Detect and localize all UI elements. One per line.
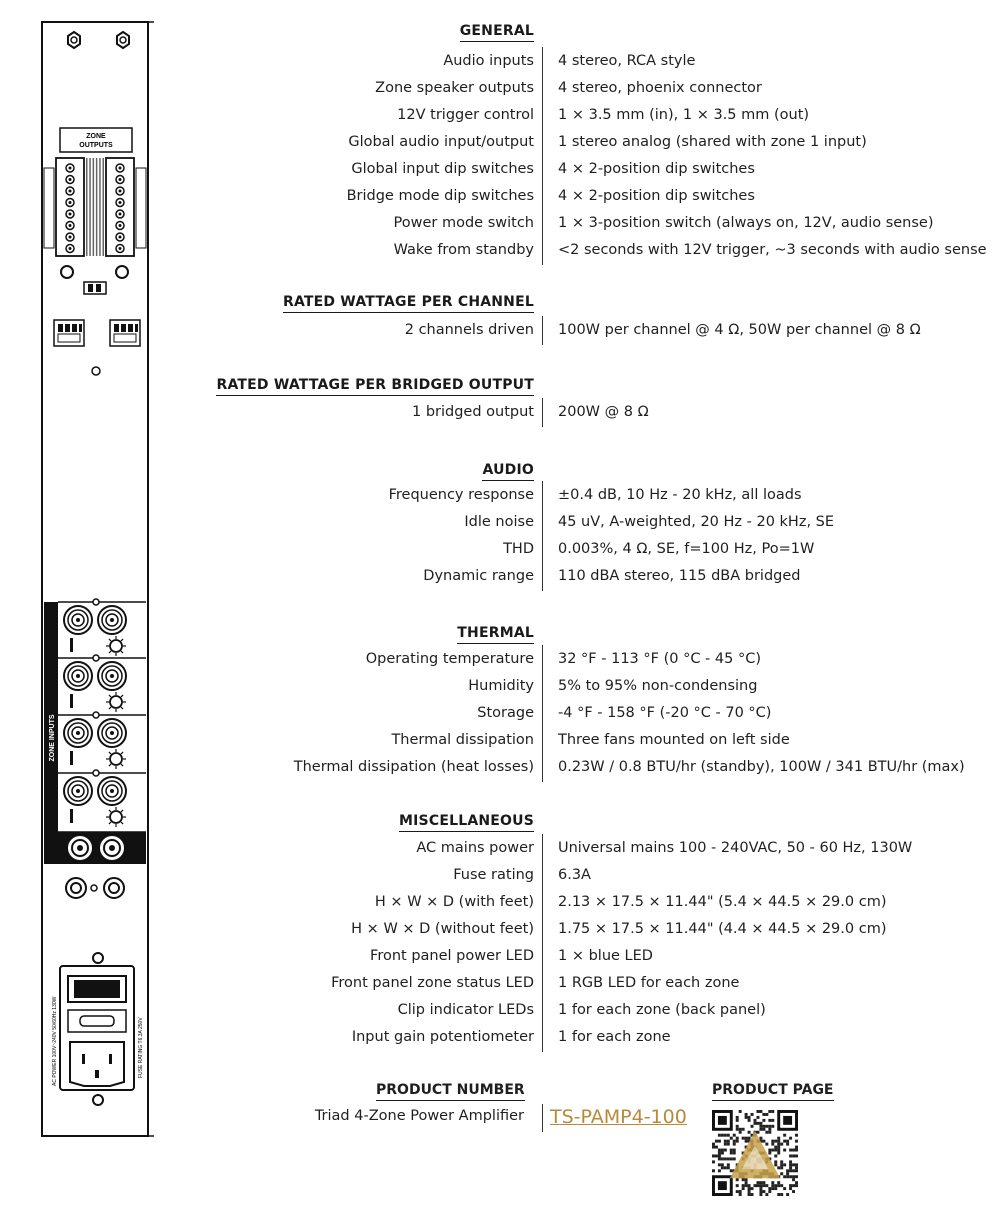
product-code-link[interactable]: TS-PAMP4-100 — [550, 1106, 687, 1128]
spec-row — [0, 890, 1000, 917]
spec-value: 1.75 × 17.5 × 11.44" (4.4 × 44.5 × 29.0 cm) — [558, 921, 887, 937]
spec-label: Front panel power LED — [370, 948, 534, 964]
spec-value: 1 for each zone (back panel) — [558, 1002, 766, 1018]
product-number-title: PRODUCT NUMBER — [376, 1082, 525, 1101]
spec-row — [0, 971, 1000, 998]
spec-label: Front panel zone status LED — [331, 975, 534, 991]
spec-row — [0, 184, 1000, 211]
spec-value: 1 × 3.5 mm (in), 1 × 3.5 mm (out) — [558, 107, 810, 123]
spec-label: Input gain potentiometer — [351, 1029, 534, 1045]
spec-row — [0, 211, 1000, 238]
section-title: THERMAL — [457, 625, 534, 644]
fuse-rating-label: FUSE RATING T6.3A 250V — [138, 1017, 144, 1078]
rca-input-jack[interactable] — [64, 606, 92, 634]
spec-value: <2 seconds with 12V trigger, ~3 seconds with audio sense — [558, 242, 987, 258]
spec-row — [0, 1025, 1000, 1052]
spec-value: 4 stereo, RCA style — [558, 53, 696, 69]
spec-value: 110 dBA stereo, 115 dBA bridged — [558, 568, 801, 584]
spec-label: Idle noise — [464, 514, 534, 530]
spec-value: 4 × 2-position dip switches — [558, 188, 755, 204]
spec-row — [0, 998, 1000, 1025]
spec-row — [0, 564, 1000, 591]
spec-row — [0, 76, 1000, 103]
power-mode-switch[interactable] — [84, 282, 106, 294]
ac-power-label: AC POWER 100V~240V 50/60Hz 130W — [52, 996, 58, 1086]
rca-input-jack[interactable] — [98, 606, 126, 634]
spec-row — [0, 157, 1000, 184]
spec-row — [0, 483, 1000, 510]
spec-row — [0, 510, 1000, 537]
spec-row — [0, 728, 1000, 755]
product-page-title: PRODUCT PAGE — [712, 1082, 834, 1101]
spec-label: Global audio input/output — [348, 134, 534, 150]
spec-value: 45 uV, A-weighted, 20 Hz - 20 kHz, SE — [558, 514, 835, 530]
spec-label: 1 bridged output — [412, 404, 534, 420]
spec-value: 6.3A — [558, 867, 591, 883]
spec-label: Thermal dissipation (heat losses) — [293, 759, 534, 775]
spec-row — [0, 647, 1000, 674]
section-title: RATED WATTAGE PER CHANNEL — [283, 294, 534, 313]
spec-value: Three fans mounted on left side — [558, 732, 790, 748]
spec-value: 5% to 95% non-condensing — [558, 678, 758, 694]
section-title: MISCELLANEOUS — [399, 813, 534, 832]
spec-label: Thermal dissipation — [391, 732, 534, 748]
spec-value: 0.003%, 4 Ω, SE, f=100 Hz, Po=1W — [558, 541, 815, 557]
spec-row — [0, 537, 1000, 564]
spec-row — [0, 238, 1000, 265]
spec-row — [0, 400, 1000, 427]
spec-label: Storage — [477, 705, 534, 721]
divider — [542, 1104, 543, 1132]
spec-value: ±0.4 dB, 10 Hz - 20 kHz, all loads — [558, 487, 802, 503]
qr-code-icon[interactable] — [712, 1110, 798, 1196]
spec-value: 4 × 2-position dip switches — [558, 161, 755, 177]
spec-label: Fuse rating — [453, 867, 534, 883]
spec-label: 12V trigger control — [397, 107, 534, 123]
spec-label: AC mains power — [416, 840, 534, 856]
product-number-label: Triad 4-Zone Power Amplifier — [314, 1108, 524, 1124]
spec-label: Power mode switch — [393, 215, 534, 231]
spec-label: Clip indicator LEDs — [397, 1002, 534, 1018]
section-title: AUDIO — [482, 462, 534, 481]
spec-label: 2 channels driven — [404, 322, 534, 338]
spec-row — [0, 755, 1000, 782]
zone-outputs-label: OUTPUTS — [79, 142, 113, 149]
spec-value: -4 °F - 158 °F (-20 °C - 70 °C) — [558, 705, 772, 721]
spec-row — [0, 674, 1000, 701]
spec-value: 2.13 × 17.5 × 11.44" (5.4 × 44.5 × 29.0 cm) — [558, 894, 887, 910]
spec-label: THD — [503, 541, 534, 557]
spec-label: Humidity — [468, 678, 534, 694]
spec-label: Dynamic range — [423, 568, 534, 584]
spec-value: 1 RGB LED for each zone — [558, 975, 740, 991]
spec-value: 1 stereo analog (shared with zone 1 input) — [558, 134, 867, 150]
zone-outputs-label: ZONE — [86, 133, 106, 140]
spec-label: Operating temperature — [365, 651, 534, 667]
spec-label: Audio inputs — [443, 53, 534, 69]
spec-label: Global input dip switches — [351, 161, 534, 177]
spec-value: 1 × 3-position switch (always on, 12V, audio sense) — [558, 215, 934, 231]
spec-value: 4 stereo, phoenix connector — [558, 80, 762, 96]
spec-row — [0, 49, 1000, 76]
spec-value: 100W per channel @ 4 Ω, 50W per channel @ 8 Ω — [558, 322, 921, 338]
spec-row — [0, 130, 1000, 157]
spec-value: 32 °F - 113 °F (0 °C - 45 °C) — [558, 651, 761, 667]
spec-value: 1 for each zone — [558, 1029, 671, 1045]
spec-row — [0, 917, 1000, 944]
spec-row — [0, 701, 1000, 728]
section-title: RATED WATTAGE PER BRIDGED OUTPUT — [216, 377, 534, 396]
spec-label: H × W × D (with feet) — [374, 894, 534, 910]
spec-label: Bridge mode dip switches — [346, 188, 534, 204]
spec-row — [0, 318, 1000, 345]
spec-label: H × W × D (without feet) — [351, 921, 534, 937]
section-title: GENERAL — [460, 23, 534, 42]
spec-row — [0, 863, 1000, 890]
spec-value: Universal mains 100 - 240VAC, 50 - 60 Hz, 130W — [558, 840, 913, 856]
spec-value: 0.23W / 0.8 BTU/hr (standby), 100W / 341 BTU/hr (max) — [558, 759, 965, 775]
spec-row — [0, 836, 1000, 863]
spec-value: 200W @ 8 Ω — [558, 404, 649, 420]
spec-label: Zone speaker outputs — [375, 80, 534, 96]
spec-row — [0, 944, 1000, 971]
spec-row — [0, 103, 1000, 130]
spec-label: Frequency response — [388, 487, 534, 503]
spec-value: 1 × blue LED — [558, 948, 653, 964]
spec-label: Wake from standby — [393, 242, 534, 258]
gain-potentiometer[interactable] — [106, 807, 126, 827]
zone-inputs-label: ZONE INPUTS — [49, 714, 56, 762]
